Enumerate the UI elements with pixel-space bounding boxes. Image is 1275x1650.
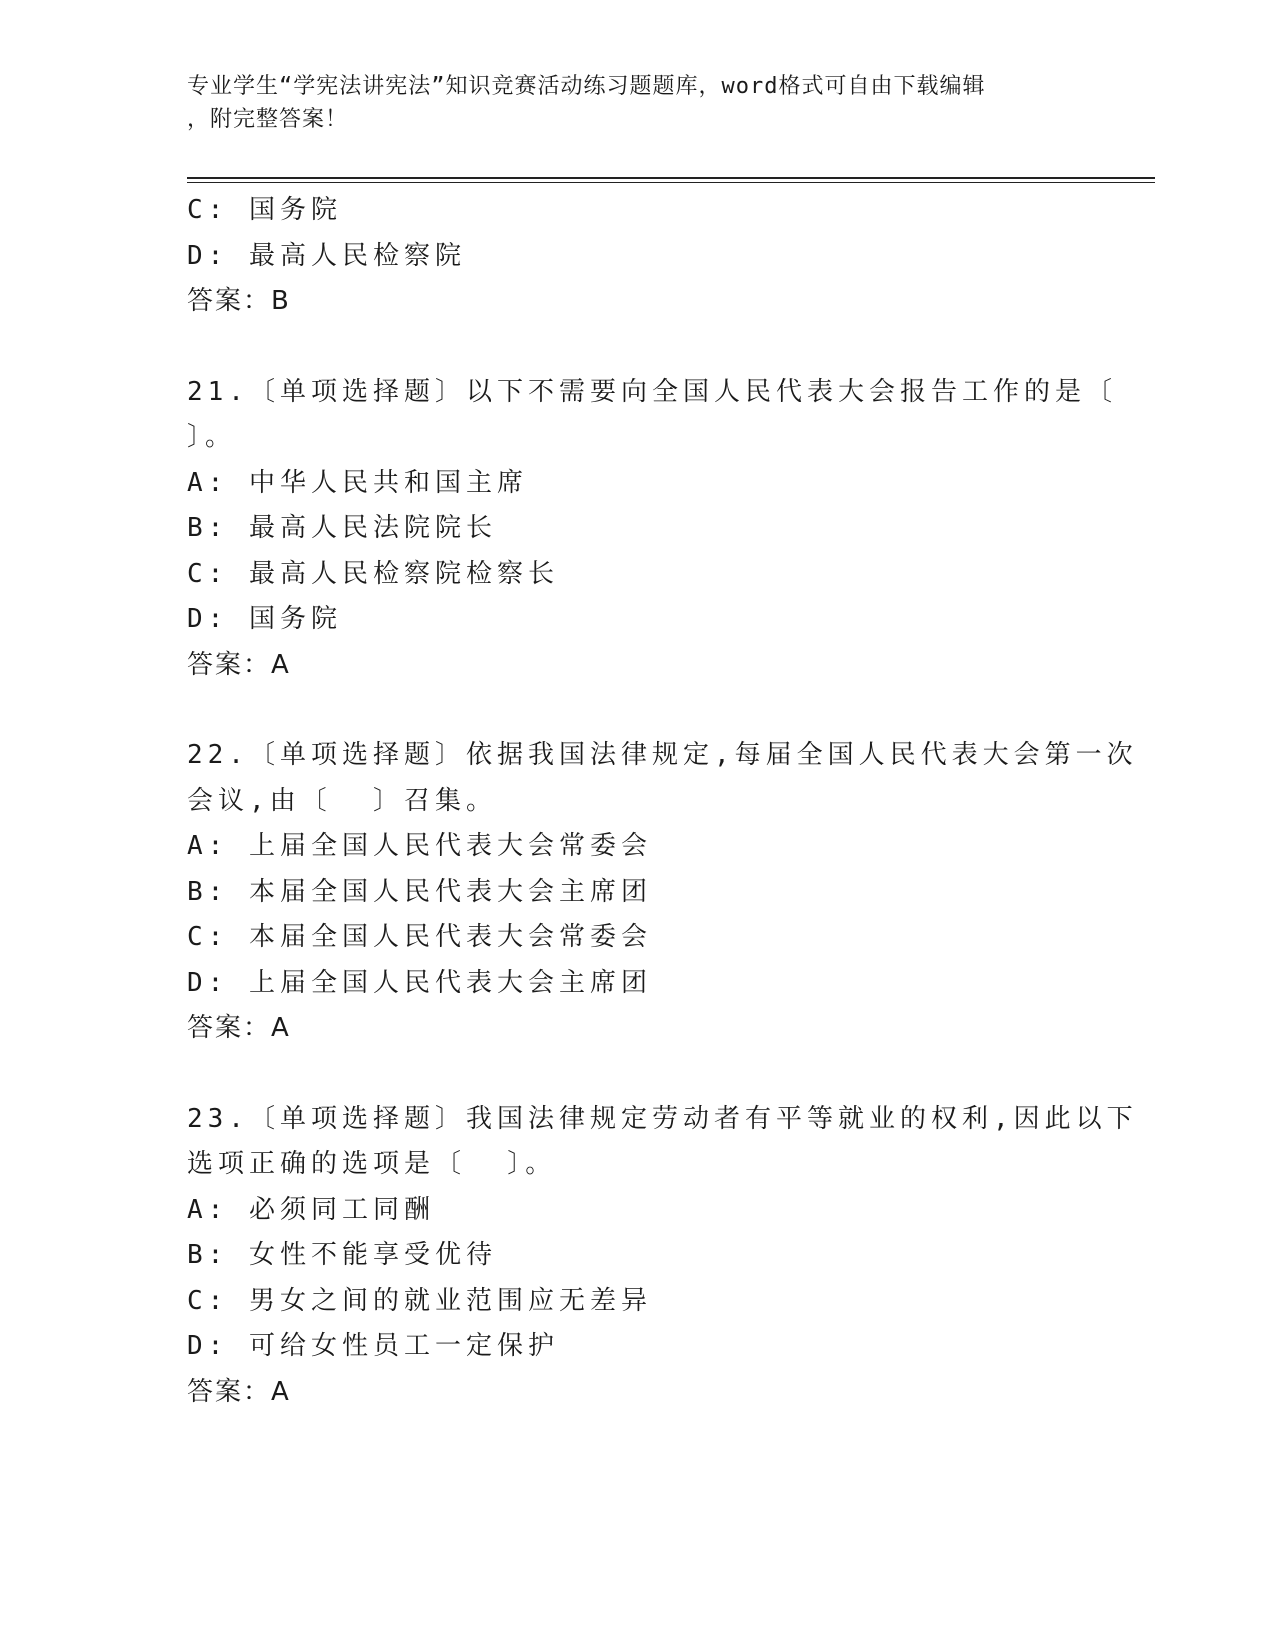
option-a: A: 上届全国人民代表大会常委会	[187, 831, 652, 861]
question-stem-cont: 会议,由〔 〕召集。	[187, 785, 497, 816]
question-stem: 21.〔单项选择题〕以下不需要向全国人民代表大会报告工作的是〔	[187, 376, 1117, 407]
answer: 答案：A	[187, 1013, 291, 1043]
question-stem: 22.〔单项选择题〕依据我国法律规定,每届全国人民代表大会第一次	[187, 740, 1138, 770]
answer: 答案：B	[187, 286, 291, 316]
option-d: D: 可给女性员工一定保护	[187, 1331, 559, 1361]
option-c: C: 国务院	[187, 195, 342, 225]
option-a: A: 必须同工同酬	[187, 1194, 435, 1225]
option-b: B: 本届全国人民代表大会主席团	[187, 876, 652, 907]
answer: 答案：A	[187, 649, 291, 680]
option-d: D: 上届全国人民代表大会主席团	[187, 967, 652, 998]
page-header	[187, 70, 1067, 136]
header-line-1: 专业学生“学宪法讲宪法”知识竞赛活动练习题题库，word格式可自由下载编辑	[187, 74, 986, 99]
option-a: A: 中华人民共和国主席	[187, 467, 528, 498]
option-d: D: 国务院	[187, 604, 342, 634]
question-stem-cont: 〕。	[187, 422, 237, 452]
option-b: B: 最高人民法院院长	[187, 513, 497, 543]
option-c: C: 男女之间的就业范围应无差异	[187, 1285, 652, 1316]
question-23	[187, 1097, 1138, 1416]
option-d: D: 最高人民检察院	[187, 240, 466, 271]
question-22	[187, 733, 1138, 1052]
question-stem: 23.〔单项选择题〕我国法律规定劳动者有平等就业的权利,因此以下	[187, 1103, 1138, 1134]
option-c: C: 本届全国人民代表大会常委会	[187, 922, 652, 952]
header-line-2: ，附完整答案！	[187, 107, 349, 132]
option-b: B: 女性不能享受优待	[187, 1240, 497, 1270]
question-stem-cont: 选项正确的选项是〔 〕。	[187, 1149, 557, 1179]
document-body	[187, 188, 1138, 1415]
answer: 答案：A	[187, 1376, 291, 1407]
question-21	[187, 370, 1117, 689]
header-divider	[187, 177, 1155, 183]
option-c: C: 最高人民检察院检察长	[187, 558, 559, 589]
previous-question-tail	[187, 188, 1067, 325]
